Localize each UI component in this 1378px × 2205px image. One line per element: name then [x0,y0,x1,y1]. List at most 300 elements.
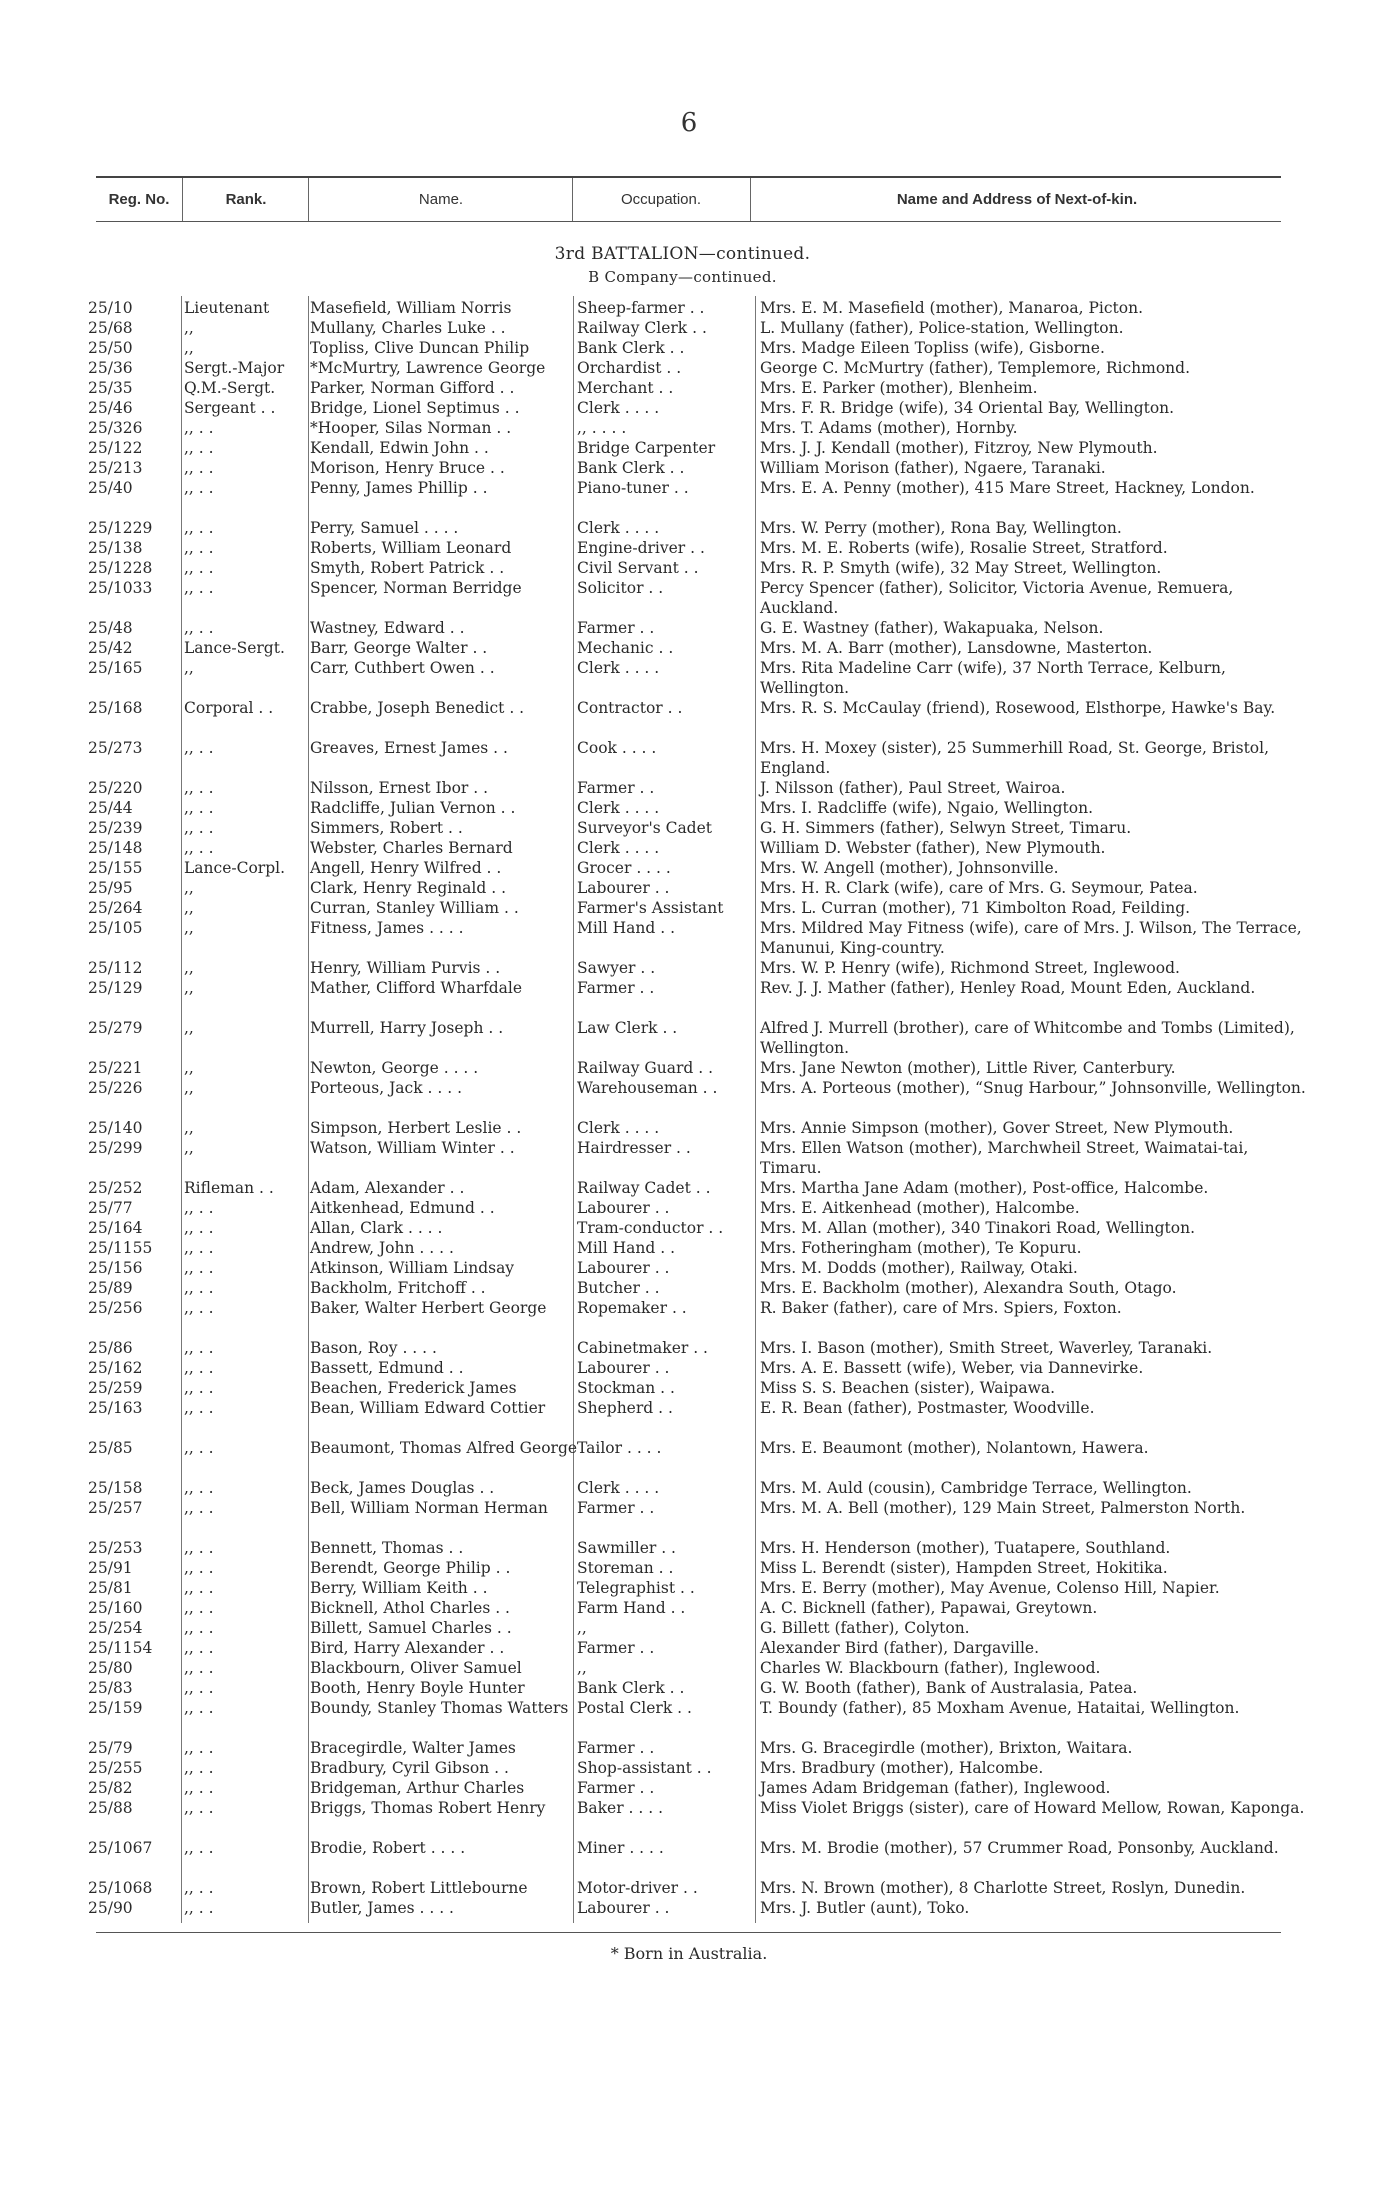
occupation-cell: Labourer . . [577,1359,670,1377]
name-cell: Roberts, William Leonard [310,539,512,557]
rank-cell: ,, . . [184,1639,214,1657]
name-cell: Fitness, James . . . . [310,919,464,937]
next-of-kin-cell: Miss Violet Briggs (sister), care of Howard Mellow, Rowan, Kaponga. [760,1799,1305,1817]
name-cell: Perry, Samuel . . . . [310,519,459,537]
reg-no-cell: 25/168 [88,699,143,717]
reg-no-cell: 25/112 [88,959,143,977]
rank-cell: ,, . . [184,739,214,757]
rank-cell: ,, [184,919,194,937]
rank-cell: ,, . . [184,1299,214,1317]
reg-no-cell: 25/162 [88,1359,143,1377]
next-of-kin-cell: Mrs. E. Beaumont (mother), Nolantown, Hawera. [760,1439,1149,1457]
occupation-cell: ,, . . . . [577,419,627,437]
name-cell: Topliss, Clive Duncan Philip [310,339,530,357]
reg-no-cell: 25/221 [88,1059,143,1077]
name-cell: Webster, Charles Bernard [310,839,513,857]
name-cell: Boundy, Stanley Thomas Watters [310,1699,569,1717]
table-row [0,1738,1378,1758]
next-of-kin-cell: Mrs. Madge Eileen Topliss (wife), Gisborne. [760,339,1105,357]
name-cell: Allan, Clark . . . . [310,1219,443,1237]
rank-cell: ,, [184,959,194,977]
next-of-kin-cell: Miss S. S. Beachen (sister), Waipawa. [760,1379,1056,1397]
name-cell: Booth, Henry Boyle Hunter [310,1679,525,1697]
occupation-cell: Clerk . . . . [577,399,660,417]
name-cell: Butler, James . . . . [310,1899,454,1917]
table-row [0,1538,1378,1558]
table-row [0,1478,1378,1498]
rank-cell: ,, . . [184,439,214,457]
reg-no-cell: 25/226 [88,1079,143,1097]
reg-no-cell: 25/253 [88,1539,143,1557]
reg-no-cell: 25/85 [88,1439,133,1457]
occupation-cell: Clerk . . . . [577,1479,660,1497]
header-separator [572,178,573,222]
next-of-kin-cell: Mrs. I. Bason (mother), Smith Street, Waverley, Taranaki. [760,1339,1213,1357]
next-of-kin-cell: Mrs. A. E. Bassett (wife), Weber, via Dannevirke. [760,1359,1144,1377]
name-cell: Billett, Samuel Charles . . [310,1619,512,1637]
rank-cell: ,, [184,1059,194,1077]
next-of-kin-cell: G. W. Booth (father), Bank of Australasia, Patea. [760,1679,1138,1697]
name-cell: Bean, William Edward Cottier [310,1399,546,1417]
table-row [0,1358,1378,1378]
header-occupation: Occupation. [620,191,702,208]
next-of-kin-cell: Mrs. A. Porteous (mother), “Snug Harbour,” Johnsonville, Wellington. [760,1079,1306,1097]
occupation-cell: Clerk . . . . [577,519,660,537]
occupation-cell: Sawyer . . [577,959,656,977]
occupation-cell: Bridge Carpenter [577,439,716,457]
reg-no-cell: 25/256 [88,1299,143,1317]
occupation-cell: Tram-conductor . . [577,1219,724,1237]
reg-no-cell: 25/42 [88,639,133,657]
rank-cell: ,, [184,1079,194,1097]
name-cell: Clark, Henry Reginald . . [310,879,507,897]
occupation-cell: Bank Clerk . . [577,1679,685,1697]
reg-no-cell: 25/81 [88,1579,133,1597]
name-cell: Curran, Stanley William . . [310,899,519,917]
table-row [0,1218,1378,1238]
next-of-kin-cell: Miss L. Berendt (sister), Hampden Street, Hokitika. [760,1559,1168,1577]
name-cell: Radcliffe, Julian Vernon . . [310,799,516,817]
occupation-cell: Ropemaker . . [577,1299,687,1317]
rank-cell: ,, . . [184,1659,214,1677]
table-row [0,1498,1378,1538]
occupation-cell: ,, [577,1659,587,1677]
table-row [0,538,1378,558]
table-row [0,318,1378,338]
next-of-kin-cell: Mrs. E. Aitkenhead (mother), Halcombe. [760,1199,1080,1217]
next-of-kin-cell: Mrs. H. Moxey (sister), 25 Summerhill Road, St. George, Bristol, England. [760,739,1270,777]
name-cell: Bassett, Edmund . . [310,1359,464,1377]
rank-cell: ,, [184,979,194,997]
name-cell: *McMurtry, Lawrence George [310,359,546,377]
rank-cell: Corporal . . [184,699,274,717]
occupation-cell: ,, [577,1619,587,1637]
next-of-kin-cell: Mrs. E. Parker (mother), Blenheim. [760,379,1038,397]
table-row [0,398,1378,418]
next-of-kin-cell: Charles W. Blackbourn (father), Inglewood. [760,1659,1101,1677]
reg-no-cell: 25/160 [88,1599,143,1617]
next-of-kin-cell: Mrs. Ellen Watson (mother), Marchwheil Street, Waimatai-tai, Timaru. [760,1139,1249,1177]
name-cell: Parker, Norman Gifford . . [310,379,515,397]
rank-cell: ,, . . [184,1799,214,1817]
next-of-kin-cell: Mrs. Fotheringham (mother), Te Kopuru. [760,1239,1082,1257]
rank-cell: Sergeant . . [184,399,276,417]
reg-no-cell: 25/90 [88,1899,133,1917]
occupation-cell: Miner . . . . [577,1839,664,1857]
next-of-kin-cell: Mrs. W. Angell (mother), Johnsonville. [760,859,1059,877]
occupation-cell: Law Clerk . . [577,1019,678,1037]
name-cell: Bell, William Norman Herman [310,1499,548,1517]
next-of-kin-cell: Mrs. F. R. Bridge (wife), 34 Oriental Bay, Wellington. [760,399,1175,417]
name-cell: Bason, Roy . . . . [310,1339,437,1357]
name-cell: Backholm, Fritchoff . . [310,1279,486,1297]
next-of-kin-cell: Rev. J. J. Mather (father), Henley Road, Mount Eden, Auckland. [760,979,1256,997]
name-cell: Briggs, Thomas Robert Henry [310,1799,546,1817]
table-row [0,1558,1378,1578]
rank-cell: Rifleman . . [184,1179,274,1197]
reg-no-cell: 25/122 [88,439,143,457]
occupation-cell: Mill Hand . . [577,1239,676,1257]
table-row [0,638,1378,658]
reg-no-cell: 25/91 [88,1559,133,1577]
rank-cell: ,, . . [184,1879,214,1897]
next-of-kin-cell: Mrs. R. P. Smyth (wife), 32 May Street, Wellington. [760,559,1162,577]
next-of-kin-cell: Mrs. M. Brodie (mother), 57 Crummer Road, Ponsonby, Auckland. [760,1839,1279,1857]
next-of-kin-cell: Mrs. M. Allan (mother), 340 Tinakori Road, Wellington. [760,1219,1195,1237]
next-of-kin-cell: Mrs. R. S. McCaulay (friend), Rosewood, Elsthorpe, Hawke's Bay. [760,699,1276,717]
rank-cell: ,, . . [184,1279,214,1297]
name-cell: Masefield, William Norris [310,299,512,317]
occupation-cell: Engine-driver . . [577,539,705,557]
reg-no-cell: 25/158 [88,1479,143,1497]
name-cell: Watson, William Winter . . [310,1139,515,1157]
reg-no-cell: 25/156 [88,1259,143,1277]
table-row [0,778,1378,798]
name-cell: Carr, Cuthbert Owen . . [310,659,495,677]
occupation-cell: Farmer . . [577,1779,655,1797]
next-of-kin-cell: E. R. Bean (father), Postmaster, Woodville. [760,1399,1095,1417]
next-of-kin-cell: G. E. Wastney (father), Wakapuaka, Nelson. [760,619,1104,637]
table-row [0,1878,1378,1898]
next-of-kin-cell: Mrs. Jane Newton (mother), Little River, Canterbury. [760,1059,1176,1077]
name-cell: Morison, Henry Bruce . . [310,459,505,477]
rank-cell: ,, . . [184,1239,214,1257]
rank-cell: ,, . . [184,1579,214,1597]
rank-cell: ,, . . [184,419,214,437]
name-cell: Barr, George Walter . . [310,639,488,657]
name-cell: Bennett, Thomas . . [310,1539,464,1557]
table-row [0,1438,1378,1478]
company-heading: B Company—continued. [588,268,777,286]
table-row [0,1258,1378,1278]
next-of-kin-cell: Mrs. H. Henderson (mother), Tuatapere, Southland. [760,1539,1171,1557]
table-row [0,818,1378,838]
occupation-cell: Railway Guard . . [577,1059,714,1077]
reg-no-cell: 25/138 [88,539,143,557]
reg-no-cell: 25/273 [88,739,143,757]
reg-no-cell: 25/140 [88,1119,143,1137]
header-next-of-kin: Name and Address of Next-of-kin. [896,191,1138,208]
next-of-kin-cell: James Adam Bridgeman (father), Inglewood. [760,1779,1111,1797]
occupation-cell: Farmer . . [577,979,655,997]
table-row [0,618,1378,638]
table-row [0,1758,1378,1778]
page-number: 6 [680,108,698,138]
occupation-cell: Cabinetmaker . . [577,1339,708,1357]
table-row [0,1118,1378,1138]
rank-cell: ,, [184,339,194,357]
next-of-kin-cell: Mrs. T. Adams (mother), Hornby. [760,419,1018,437]
rank-cell: ,, [184,1119,194,1137]
rank-cell: Q.M.-Sergt. [184,379,276,397]
name-cell: Wastney, Edward . . [310,619,465,637]
reg-no-cell: 25/1067 [88,1839,153,1857]
next-of-kin-cell: Mrs. M. Auld (cousin), Cambridge Terrace, Wellington. [760,1479,1192,1497]
table-row [0,358,1378,378]
next-of-kin-cell: Mrs. E. Berry (mother), May Avenue, Colenso Hill, Napier. [760,1579,1220,1597]
rank-cell: ,, [184,899,194,917]
table-row [0,1078,1378,1118]
next-of-kin-cell: Mrs. M. E. Roberts (wife), Rosalie Street, Stratford. [760,539,1168,557]
occupation-cell: Motor-driver . . [577,1879,698,1897]
table-row [0,838,1378,858]
roll-table-body [0,298,1378,1918]
occupation-cell: Orchardist . . [577,359,682,377]
rank-cell: ,, . . [184,539,214,557]
rank-cell: ,, . . [184,1559,214,1577]
name-cell: Bracegirdle, Walter James [310,1739,516,1757]
reg-no-cell: 25/10 [88,299,133,317]
header-rule-bottom [96,221,1281,222]
reg-no-cell: 25/46 [88,399,133,417]
occupation-cell: Solicitor . . [577,579,664,597]
table-row [0,1598,1378,1618]
table-row [0,1578,1378,1598]
name-cell: Porteous, Jack . . . . [310,1079,463,1097]
occupation-cell: Telegraphist . . [577,1579,695,1597]
name-cell: Adam, Alexander . . [310,1179,465,1197]
reg-no-cell: 25/88 [88,1799,133,1817]
occupation-cell: Contractor . . [577,699,683,717]
table-row [0,378,1378,398]
rank-cell: ,, . . [184,819,214,837]
occupation-cell: Bank Clerk . . [577,459,685,477]
occupation-cell: Mill Hand . . [577,919,676,937]
occupation-cell: Stockman . . [577,1379,675,1397]
rank-cell: ,, [184,659,194,677]
occupation-cell: Merchant . . [577,379,674,397]
occupation-cell: Farmer . . [577,619,655,637]
header-name: Name. [418,191,464,208]
occupation-cell: Clerk . . . . [577,799,660,817]
rank-cell: ,, [184,1139,194,1157]
reg-no-cell: 25/105 [88,919,143,937]
reg-no-cell: 25/264 [88,899,143,917]
rank-cell: ,, . . [184,1399,214,1417]
occupation-cell: Shop-assistant . . [577,1759,712,1777]
next-of-kin-cell: T. Boundy (father), 85 Moxham Avenue, Hataitai, Wellington. [760,1699,1240,1717]
next-of-kin-cell: Mrs. E. Backholm (mother), Alexandra South, Otago. [760,1279,1177,1297]
next-of-kin-cell: R. Baker (father), care of Mrs. Spiers, Foxton. [760,1299,1122,1317]
name-cell: Bradbury, Cyril Gibson . . [310,1759,509,1777]
next-of-kin-cell: Mrs. Bradbury (mother), Halcombe. [760,1759,1044,1777]
reg-no-cell: 25/50 [88,339,133,357]
next-of-kin-cell: G. Billett (father), Colyton. [760,1619,970,1637]
rank-cell: ,, . . [184,1699,214,1717]
table-row [0,1898,1378,1918]
reg-no-cell: 25/220 [88,779,143,797]
next-of-kin-cell: G. H. Simmers (father), Selwyn Street, Timaru. [760,819,1132,837]
next-of-kin-cell: Mrs. E. A. Penny (mother), 415 Mare Street, Hackney, London. [760,479,1255,497]
occupation-cell: Farm Hand . . [577,1599,686,1617]
reg-no-cell: 25/79 [88,1739,133,1757]
table-row [0,1638,1378,1658]
next-of-kin-cell: J. Nilsson (father), Paul Street, Wairoa. [760,779,1066,797]
reg-no-cell: 25/95 [88,879,133,897]
reg-no-cell: 25/254 [88,1619,143,1637]
table-row [0,338,1378,358]
occupation-cell: Surveyor's Cadet [577,819,713,837]
reg-no-cell: 25/48 [88,619,133,637]
name-cell: Nilsson, Ernest Ibor . . [310,779,489,797]
table-row [0,1338,1378,1358]
name-cell: *Hooper, Silas Norman . . [310,419,512,437]
table-row [0,798,1378,818]
name-cell: Andrew, John . . . . [310,1239,454,1257]
rank-cell: ,, . . [184,579,214,597]
name-cell: Simpson, Herbert Leslie . . [310,1119,522,1137]
reg-no-cell: 25/129 [88,979,143,997]
table-row [0,1198,1378,1218]
rank-cell: ,, . . [184,1359,214,1377]
name-cell: Beck, James Douglas . . [310,1479,495,1497]
rank-cell: ,, . . [184,1199,214,1217]
occupation-cell: Farmer . . [577,1499,655,1517]
name-cell: Newton, George . . . . [310,1059,479,1077]
next-of-kin-cell: William Morison (father), Ngaere, Taranaki. [760,459,1106,477]
next-of-kin-cell: Mrs. M. A. Bell (mother), 129 Main Street, Palmerston North. [760,1499,1246,1517]
table-row [0,1798,1378,1838]
reg-no-cell: 25/44 [88,799,133,817]
occupation-cell: Bank Clerk . . [577,339,685,357]
table-row [0,298,1378,318]
table-row [0,1058,1378,1078]
occupation-cell: Railway Clerk . . [577,319,707,337]
table-row [0,478,1378,518]
header-rank: Rank. [225,191,267,208]
table-row [0,458,1378,478]
name-cell: Murrell, Harry Joseph . . [310,1019,504,1037]
rank-cell: ,, . . [184,1259,214,1277]
rank-cell: ,, . . [184,1619,214,1637]
table-row [0,878,1378,898]
name-cell: Brown, Robert Littlebourne [310,1879,528,1897]
table-row [0,1778,1378,1798]
header-separator [182,178,183,222]
next-of-kin-cell: Mrs. N. Brown (mother), 8 Charlotte Street, Roslyn, Dunedin. [760,1879,1246,1897]
occupation-cell: Labourer . . [577,1259,670,1277]
next-of-kin-cell: Mrs. J. Butler (aunt), Toko. [760,1899,970,1917]
rank-cell: ,, . . [184,1479,214,1497]
reg-no-cell: 25/239 [88,819,143,837]
occupation-cell: Railway Cadet . . [577,1179,711,1197]
name-cell: Smyth, Robert Patrick . . [310,559,505,577]
header-separator [308,178,309,222]
rank-cell: ,, . . [184,1679,214,1697]
table-row [0,438,1378,458]
table-row [0,1238,1378,1258]
occupation-cell: Tailor . . . . [577,1439,662,1457]
rank-cell: ,, . . [184,1499,214,1517]
occupation-cell: Labourer . . [577,1899,670,1917]
reg-no-cell: 25/165 [88,659,143,677]
reg-no-cell: 25/259 [88,1379,143,1397]
next-of-kin-cell: Mrs. Rita Madeline Carr (wife), 37 North Terrace, Kelburn, Wellington. [760,659,1226,697]
occupation-cell: Butcher . . [577,1279,660,1297]
next-of-kin-cell: Mrs. L. Curran (mother), 71 Kimbolton Road, Feilding. [760,899,1191,917]
reg-no-cell: 25/35 [88,379,133,397]
occupation-cell: Warehouseman . . [577,1079,718,1097]
footnote: * Born in Australia. [610,1944,768,1963]
reg-no-cell: 25/163 [88,1399,143,1417]
rank-cell: ,, . . [184,1759,214,1777]
name-cell: Beaumont, Thomas Alfred George [310,1439,578,1457]
next-of-kin-cell: Mrs. J. J. Kendall (mother), Fitzroy, New Plymouth. [760,439,1158,457]
reg-no-cell: 25/164 [88,1219,143,1237]
rank-cell: Sergt.-Major [184,359,285,377]
rank-cell: ,, . . [184,1839,214,1857]
occupation-cell: Sheep-farmer . . [577,299,705,317]
table-row [0,1658,1378,1678]
reg-no-cell: 25/255 [88,1759,143,1777]
reg-no-cell: 25/257 [88,1499,143,1517]
reg-no-cell: 25/77 [88,1199,133,1217]
occupation-cell: Storeman . . [577,1559,674,1577]
name-cell: Aitkenhead, Edmund . . [310,1199,495,1217]
occupation-cell: Clerk . . . . [577,659,660,677]
next-of-kin-cell: Mrs. M. A. Barr (mother), Lansdowne, Masterton. [760,639,1153,657]
name-cell: Angell, Henry Wilfred . . [310,859,502,877]
rank-cell: ,, . . [184,519,214,537]
reg-no-cell: 25/82 [88,1779,133,1797]
table-row [0,1838,1378,1878]
name-cell: Brodie, Robert . . . . [310,1839,466,1857]
rank-cell: ,, . . [184,459,214,477]
reg-no-cell: 25/1228 [88,559,153,577]
name-cell: Bicknell, Athol Charles . . [310,1599,510,1617]
reg-no-cell: 25/213 [88,459,143,477]
table-row [0,858,1378,878]
name-cell: Henry, William Purvis . . [310,959,501,977]
table-row [0,558,1378,578]
rank-cell: ,, . . [184,779,214,797]
reg-no-cell: 25/83 [88,1679,133,1697]
next-of-kin-cell: Alexander Bird (father), Dargaville. [760,1639,1040,1657]
reg-no-cell: 25/279 [88,1019,143,1037]
name-cell: Spencer, Norman Berridge [310,579,522,597]
reg-no-cell: 25/299 [88,1139,143,1157]
rank-cell: Lieutenant [184,299,270,317]
table-row [0,658,1378,698]
reg-no-cell: 25/148 [88,839,143,857]
rank-cell: ,, [184,319,194,337]
table-row [0,978,1378,1018]
rank-cell: ,, . . [184,1439,214,1457]
next-of-kin-cell: A. C. Bicknell (father), Papawai, Greytown. [760,1599,1098,1617]
table-row [0,578,1378,618]
reg-no-cell: 25/89 [88,1279,133,1297]
name-cell: Crabbe, Joseph Benedict . . [310,699,525,717]
